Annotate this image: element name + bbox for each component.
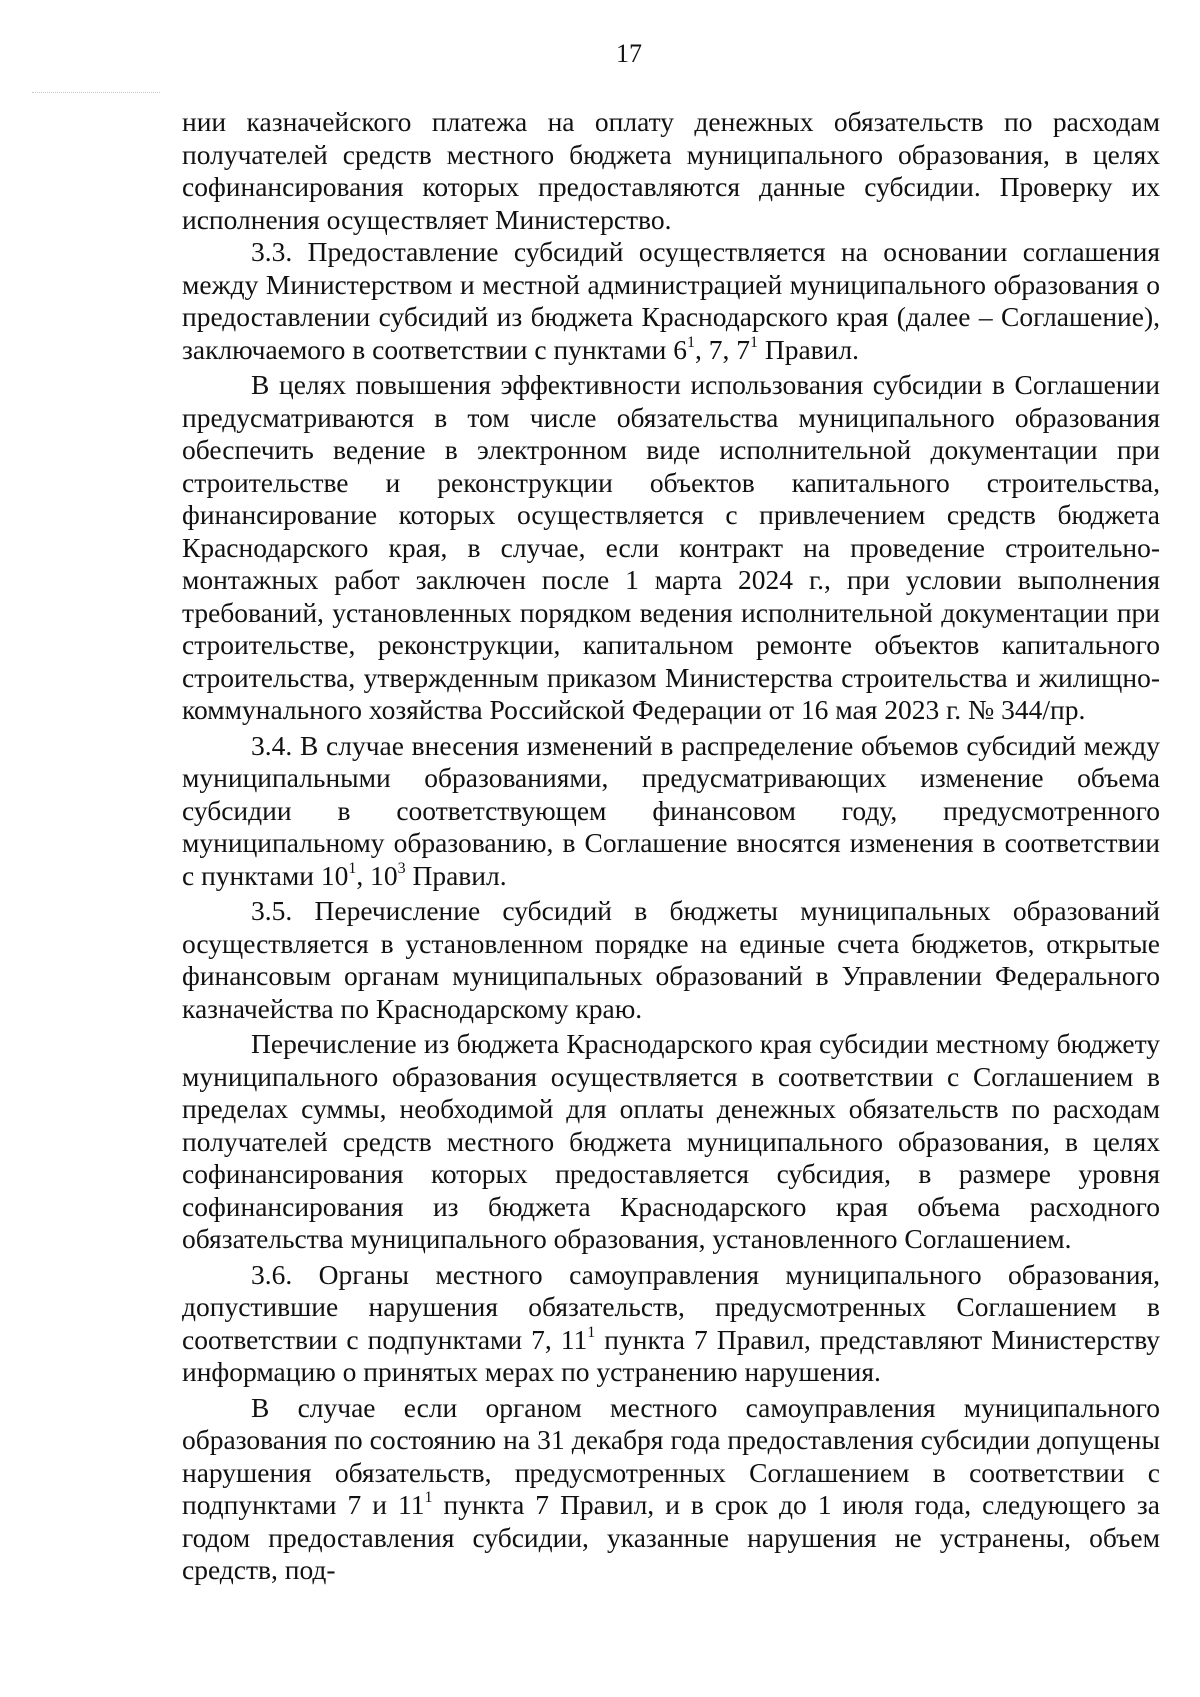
paragraph-3-3: 3.3. Предоставление субсидий осуществляется на основании соглашения между Министерством и местной администрацией муниципального образования о предоставлении субсидий из бюджета Краснодарского края (далее – Соглашение), заключаемого в соответствии с пунктами $6^1$, 7, $7^1$ Правил.: [182, 236, 1160, 365]
page-number: 17: [616, 39, 642, 68]
paragraph-transfer: Перечисление из бюджета Краснодарского края субсидии местному бюджету муниципального образования осуществляется в соответствии с Соглашением в пределах суммы, необходимой для оплаты денежных обязательств по расходам получателей средств местного бюджета муниципального образования, в целях софинансирования которых предоставляется субсидия, в размере уровня софинансирования из бюджета Краснодарского края объема расходного обязательства муниципального образования, установленного Соглашением.: [182, 1028, 1160, 1254]
superscript: 3: [397, 859, 406, 877]
paragraph-3-5: 3.5. Перечисление субсидий в бюджеты муниципальных образований осуществляется в установленном порядке на единые счета бюджетов, открытые финансовым органам муниципальных образований в Управлении Федерального казначейства по Краснодарскому краю.: [182, 895, 1160, 1024]
scan-artifact: [32, 92, 160, 95]
superscript: 1: [749, 333, 758, 351]
paragraph-violations: В случае если органом местного самоуправления муниципального образования по состоянию на 31 декабря года предоставления субсидии допущены нарушения обязательств, предусмотренных Соглашением в соответствии с подпунктами 7 и $11^1$ пункта 7 Правил, и в срок до 1 июля года, следующего за годом предоставления субсидии, указанные нарушения не устранены, объем средств, под-: [182, 1391, 1160, 1585]
paragraph-efficiency: В целях повышения эффективности использования субсидии в Соглашении предусматриваются в том числе обязательства муниципального образования обеспечить ведение в электронном виде исполнительной документации при строительстве и реконструкции объектов капитального строительства, финансирование которых осуществляется с привлечением средств бюджета Краснодарского края, в случае, если контракт на проведение строительно-монтажных работ заключен после 1 марта 2024 г., при условии выполнения требований, установленных порядком ведения исполнительной документации при строительстве, реконструкции, капитальном ремонте объектов капитального строительства, утвержденным приказом Министерства строительства и жилищно-коммунального хозяйства Российской Федерации от 16 мая 2023 г. № 344/пр.: [182, 369, 1160, 725]
superscript: 1: [587, 1323, 596, 1341]
paragraph-3-4: 3.4. В случае внесения изменений в распределение объемов субсидий между муниципальными образованиями, предусматривающих изменение объема субсидии в соответствующем финансовом году, предусмотренного муниципальному образованию, в Соглашение вносятся изменения в соответствии с пунктами $10^1$, $10^3$ Правил.: [182, 729, 1160, 891]
superscript: 1: [348, 859, 357, 877]
document-body: [182, 106, 1160, 1587]
paragraph-3-6: 3.6. Органы местного самоуправления муниципального образования, допустившие нарушения обязательств, предусмотренных Соглашением в соответствии с подпунктами 7, $11^1$ пункта 7 Правил, представляют Министерству информацию о принятых мерах по устранению нарушения.: [182, 1258, 1160, 1387]
paragraph-continuation: нии казначейского платежа на оплату денежных обязательств по расходам получателей средств местного бюджета муниципального образования, в целях софинансирования которых предоставляются данные субсидии. Проверку их исполнения осуществляет Министерство.: [182, 106, 1160, 235]
superscript: 1: [424, 1489, 433, 1506]
superscript: 1: [686, 333, 695, 351]
